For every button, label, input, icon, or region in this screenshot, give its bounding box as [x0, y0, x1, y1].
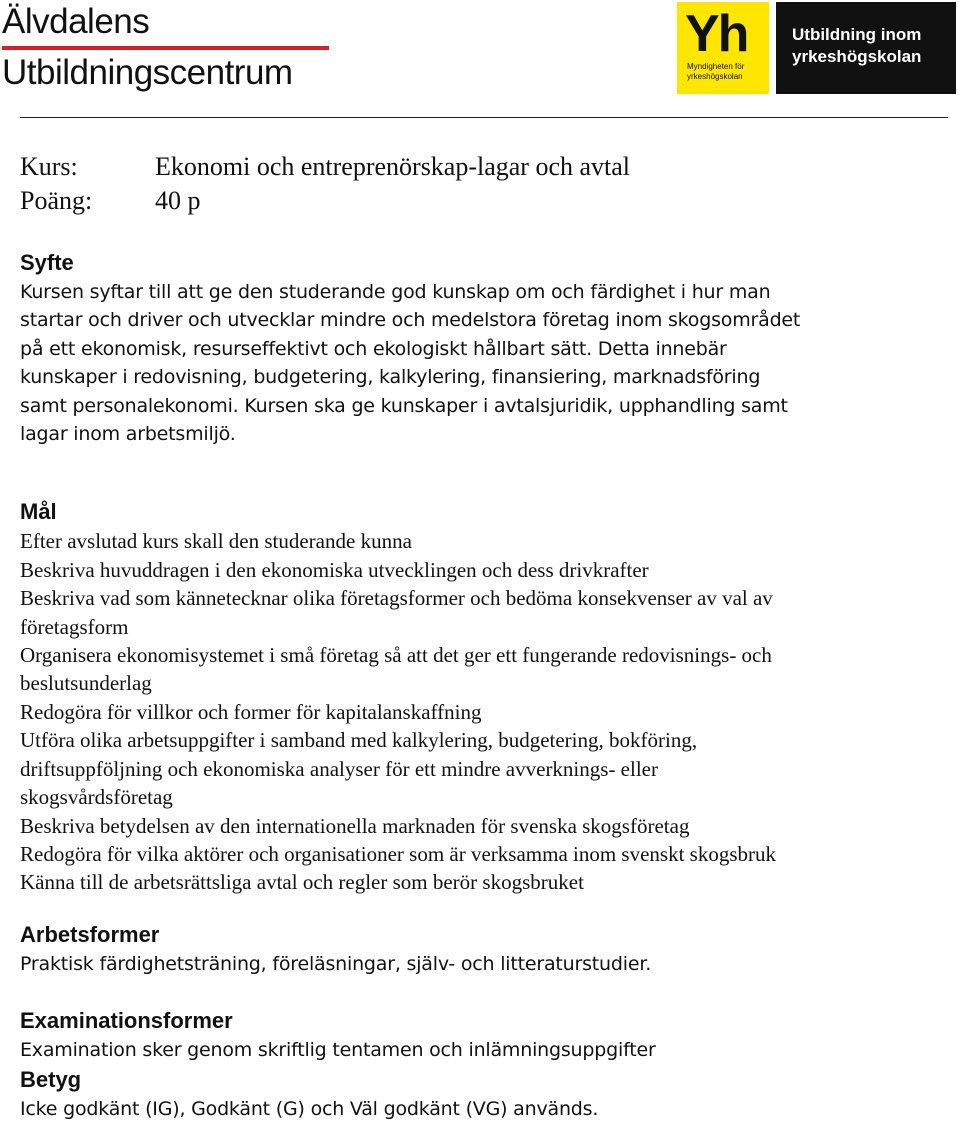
course-info: [20, 150, 630, 218]
utbildning-yrkeshogskolan-logo: [776, 2, 956, 94]
mal-line: företagsform: [20, 614, 129, 639]
kurs-label: Kurs:: [20, 152, 78, 181]
header-divider: [20, 117, 948, 118]
mal-line: Organisera ekonomisystemet i små företag så att det ger ett fungerande redovisnings- och: [20, 643, 772, 668]
syfte-line: samt personalekonomi. Kursen ska ge kunskaper i avtalsjuridik, upphandling samt: [20, 394, 788, 417]
yh-mark: Yh: [685, 5, 748, 63]
uy-line-1: Utbildning inom: [792, 25, 922, 44]
mal-heading: Mål: [20, 499, 57, 525]
document-body: [20, 248, 940, 1123]
mal-line: Beskriva huvuddragen i den ekonomiska utvecklingen och dess drivkrafter: [20, 557, 649, 582]
poang-label: Poäng:: [20, 186, 93, 215]
syfte-line: lagar inom arbetsmiljö.: [20, 423, 236, 446]
poang-value: 40 p: [155, 186, 201, 215]
yh-subtitle: [687, 62, 744, 82]
betyg-text: Icke godkänt (IG), Godkänt (G) och Väl godkänt (VG) används.: [20, 1097, 599, 1120]
arbetsformer-text: Praktisk färdighetsträning, föreläsningar, själv- och litteraturstudier.: [20, 952, 652, 975]
examinationsformer-text: Examination sker genom skriftlig tentamen och inlämningsuppgifter: [20, 1039, 656, 1062]
yh-subtitle-line-1: Myndigheten för: [687, 62, 745, 71]
mal-line: beslutsunderlag: [20, 671, 152, 696]
alvdalens-logo: [2, 2, 332, 97]
mal-line: Beskriva vad som kännetecknar olika företagsformer och bedöma konsekvenser av val av: [20, 586, 773, 611]
uy-line-2: yrkeshögskolan: [792, 47, 922, 66]
course-row: [20, 150, 630, 184]
kurs-value: Ekonomi och entreprenörskap-lagar och avtal: [155, 152, 631, 181]
syfte-heading: Syfte: [20, 250, 74, 275]
points-row: [20, 184, 630, 218]
yh-logo: [677, 2, 769, 94]
syfte-line: startar och driver och utvecklar mindre och medelstora företag inom skogsområdet: [20, 309, 801, 332]
mal-line: Redogöra för villkor och former för kapitalanskaffning: [20, 699, 482, 724]
logo-line-1: Älvdalens: [2, 2, 150, 41]
arbetsformer-heading: Arbetsformer: [20, 921, 160, 947]
yh-subtitle-line-2: yrkeshögskolan: [687, 72, 743, 81]
logo-red-rule: [2, 46, 329, 50]
examinationsformer-heading: Examinationsformer: [20, 1008, 233, 1034]
mal-line: Känna till de arbetsrättsliga avtal och regler som berör skogsbruket: [20, 870, 584, 895]
mal-line: driftsuppföljning och ekonomiska analyser för ett mindre avverknings- eller: [20, 756, 658, 781]
mal-line: Redogöra för vilka aktörer och organisationer som är verksamma inom svenskt skogsbruk: [20, 841, 777, 866]
uy-text: [792, 24, 921, 68]
syfte-line: Kursen syftar till att ge den studerande god kunskap om och färdighet i hur man: [20, 281, 771, 303]
mal-line: Beskriva betydelsen av den internationella marknaden för svenska skogsföretag: [20, 813, 690, 838]
logo-line-2: Utbildningscentrum: [2, 53, 293, 92]
syfte-line: på ett ekonomisk, resurseffektivt och ekologiskt hållbart sätt. Detta innebär: [20, 337, 727, 360]
mal-line: Utföra olika arbetsuppgifter i samband med kalkylering, budgetering, bokföring,: [20, 728, 698, 753]
mal-line: Efter avslutad kurs skall den studerande kunna: [20, 529, 412, 554]
betyg-heading: Betyg: [20, 1066, 82, 1092]
syfte-line: kunskaper i redovisning, budgetering, kalkylering, finansiering, marknadsföring: [20, 366, 761, 389]
mal-line: skogsvårdsföretag: [20, 785, 173, 810]
